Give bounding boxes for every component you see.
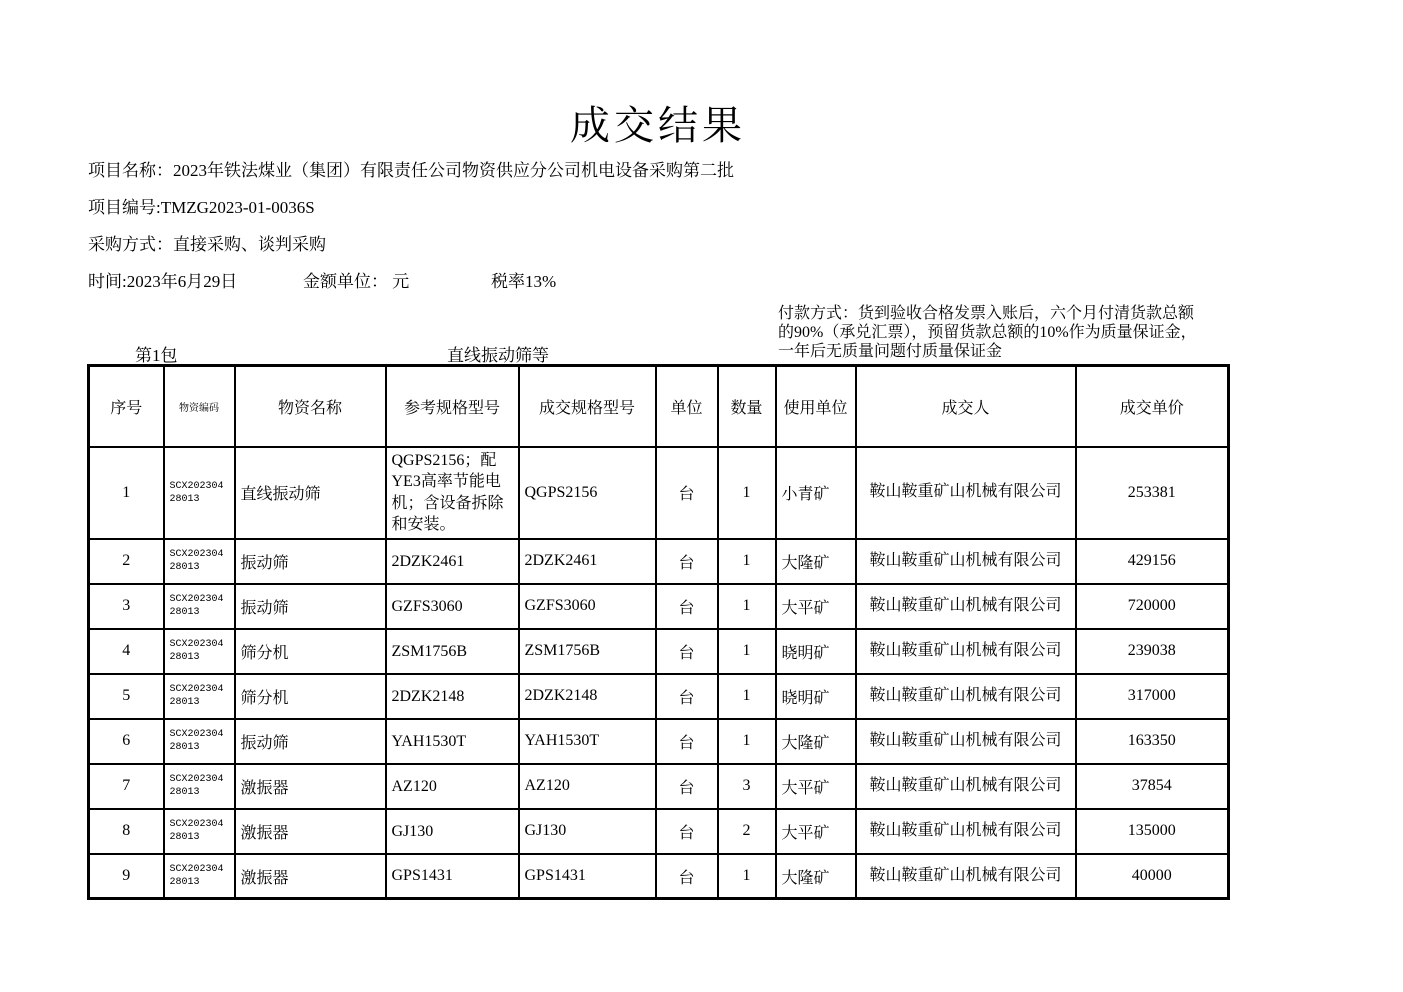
column-header-quantity: 数量 <box>718 366 776 447</box>
results-table <box>87 364 1230 900</box>
cell-unit: 台 <box>656 539 718 584</box>
cell-quantity: 1 <box>718 629 776 674</box>
cell-seq: 7 <box>89 764 164 809</box>
table-header-row <box>89 366 1229 447</box>
cell-quantity: 1 <box>718 539 776 584</box>
cell-ref-spec-model: 2DZK2148 <box>386 674 519 719</box>
table-row <box>89 854 1229 899</box>
cell-seq: 8 <box>89 809 164 854</box>
cell-winner: 鞍山鞍重矿山机械有限公司 <box>856 764 1076 809</box>
cell-deal-spec-model: ZSM1756B <box>519 629 656 674</box>
cell-ref-spec-model: GJ130 <box>386 809 519 854</box>
cell-winner: 鞍山鞍重矿山机械有限公司 <box>856 629 1076 674</box>
cell-winner: 鞍山鞍重矿山机械有限公司 <box>856 719 1076 764</box>
cell-unit-price: 135000 <box>1076 809 1229 854</box>
cell-deal-spec-model: QGPS2156 <box>519 447 656 539</box>
cell-material-code: SCX20230428013 <box>164 447 235 539</box>
column-header-seq: 序号 <box>89 366 164 447</box>
column-header-winner: 成交人 <box>856 366 1076 447</box>
cell-user-unit: 晓明矿 <box>776 674 856 719</box>
cell-unit-price: 163350 <box>1076 719 1229 764</box>
cell-material-name: 振动筛 <box>235 584 386 629</box>
cell-unit-price: 253381 <box>1076 447 1229 539</box>
date-text: 时间:2023年6月29日 <box>88 272 238 291</box>
column-header-deal-spec-model: 成交规格型号 <box>519 366 656 447</box>
cell-user-unit: 大平矿 <box>776 764 856 809</box>
cell-material-code: SCX20230428013 <box>164 764 235 809</box>
cell-seq: 4 <box>89 629 164 674</box>
cell-seq: 5 <box>89 674 164 719</box>
cell-unit: 台 <box>656 854 718 899</box>
cell-unit-price: 317000 <box>1076 674 1229 719</box>
cell-unit-price: 720000 <box>1076 584 1229 629</box>
cell-quantity: 3 <box>718 764 776 809</box>
cell-ref-spec-model: AZ120 <box>386 764 519 809</box>
cell-winner: 鞍山鞍重矿山机械有限公司 <box>856 809 1076 854</box>
payment-terms <box>778 304 1248 361</box>
cell-user-unit: 大平矿 <box>776 584 856 629</box>
cell-unit: 台 <box>656 809 718 854</box>
cell-material-name: 直线振动筛 <box>235 447 386 539</box>
cell-seq: 6 <box>89 719 164 764</box>
cell-material-name: 激振器 <box>235 764 386 809</box>
table-row <box>89 764 1229 809</box>
cell-deal-spec-model: GZFS3060 <box>519 584 656 629</box>
cell-winner: 鞍山鞍重矿山机械有限公司 <box>856 674 1076 719</box>
page-title: 成交结果 <box>570 103 746 148</box>
cell-deal-spec-model: 2DZK2148 <box>519 674 656 719</box>
cell-unit: 台 <box>656 674 718 719</box>
meta-line <box>88 267 708 289</box>
column-header-material-name: 物资名称 <box>235 366 386 447</box>
cell-user-unit: 晓明矿 <box>776 629 856 674</box>
cell-unit-price: 40000 <box>1076 854 1229 899</box>
cell-user-unit: 大隆矿 <box>776 854 856 899</box>
cell-material-code: SCX20230428013 <box>164 629 235 674</box>
cell-quantity: 1 <box>718 854 776 899</box>
table-row <box>89 629 1229 674</box>
cell-material-code: SCX20230428013 <box>164 809 235 854</box>
column-header-unit: 单位 <box>656 366 718 447</box>
project-name-line: 项目名称：2023年铁法煤业（集团）有限责任公司物资供应分公司机电设备采购第二批 <box>88 161 734 180</box>
cell-deal-spec-model: AZ120 <box>519 764 656 809</box>
cell-material-name: 激振器 <box>235 809 386 854</box>
cell-ref-spec-model: ZSM1756B <box>386 629 519 674</box>
column-header-material-code: 物资编码 <box>164 366 235 447</box>
cell-ref-spec-model: GZFS3060 <box>386 584 519 629</box>
table-row <box>89 809 1229 854</box>
cell-material-name: 振动筛 <box>235 539 386 584</box>
cell-quantity: 1 <box>718 447 776 539</box>
cell-unit: 台 <box>656 764 718 809</box>
cell-material-name: 激振器 <box>235 854 386 899</box>
cell-seq: 3 <box>89 584 164 629</box>
cell-material-name: 筛分机 <box>235 629 386 674</box>
cell-unit: 台 <box>656 447 718 539</box>
cell-ref-spec-model: YAH1530T <box>386 719 519 764</box>
tax-rate-text: 税率13% <box>491 272 557 291</box>
column-header-user-unit: 使用单位 <box>776 366 856 447</box>
cell-ref-spec-model: 2DZK2461 <box>386 539 519 584</box>
cell-material-code: SCX20230428013 <box>164 584 235 629</box>
cell-unit-price: 239038 <box>1076 629 1229 674</box>
cell-user-unit: 大平矿 <box>776 809 856 854</box>
column-header-unit-price: 成交单价 <box>1076 366 1229 447</box>
procurement-method-line: 采购方式：直接采购、谈判采购 <box>88 235 326 254</box>
cell-quantity: 2 <box>718 809 776 854</box>
cell-deal-spec-model: 2DZK2461 <box>519 539 656 584</box>
cell-unit-price: 429156 <box>1076 539 1229 584</box>
table-row <box>89 674 1229 719</box>
cell-unit: 台 <box>656 629 718 674</box>
cell-material-name: 筛分机 <box>235 674 386 719</box>
table-row <box>89 447 1229 539</box>
cell-unit-price: 37854 <box>1076 764 1229 809</box>
cell-user-unit: 小青矿 <box>776 447 856 539</box>
cell-seq: 2 <box>89 539 164 584</box>
cell-quantity: 1 <box>718 584 776 629</box>
cell-user-unit: 大隆矿 <box>776 539 856 584</box>
column-header-ref-spec-model: 参考规格型号 <box>386 366 519 447</box>
cell-ref-spec-model: GPS1431 <box>386 854 519 899</box>
cell-material-code: SCX20230428013 <box>164 854 235 899</box>
table-row <box>89 584 1229 629</box>
cell-winner: 鞍山鞍重矿山机械有限公司 <box>856 854 1076 899</box>
cell-material-name: 振动筛 <box>235 719 386 764</box>
table-row <box>89 539 1229 584</box>
package-name: 直线振动筛等 <box>447 346 549 365</box>
cell-winner: 鞍山鞍重矿山机械有限公司 <box>856 584 1076 629</box>
cell-winner: 鞍山鞍重矿山机械有限公司 <box>856 539 1076 584</box>
project-code-line: 项目编号:TMZG2023-01-0036S <box>88 198 315 217</box>
cell-deal-spec-model: GPS1431 <box>519 854 656 899</box>
cell-seq: 1 <box>89 447 164 539</box>
table-row <box>89 719 1229 764</box>
cell-seq: 9 <box>89 854 164 899</box>
cell-deal-spec-model: GJ130 <box>519 809 656 854</box>
payment-terms-line: 一年后无质量问题付质量保证金 <box>778 343 1003 360</box>
cell-ref-spec-model: QGPS2156；配YE3高率节能电机；含设备拆除和安装。 <box>386 447 519 539</box>
payment-terms-line: 的90%（承兑汇票），预留货款总额的10%作为质量保证金， <box>778 324 1197 341</box>
cell-unit: 台 <box>656 719 718 764</box>
cell-deal-spec-model: YAH1530T <box>519 719 656 764</box>
cell-quantity: 1 <box>718 719 776 764</box>
cell-material-code: SCX20230428013 <box>164 674 235 719</box>
cell-winner: 鞍山鞍重矿山机械有限公司 <box>856 447 1076 539</box>
cell-unit: 台 <box>656 584 718 629</box>
cell-material-code: SCX20230428013 <box>164 719 235 764</box>
cell-user-unit: 大隆矿 <box>776 719 856 764</box>
package-label: 第1包 <box>135 346 178 365</box>
amount-unit-text: 金额单位： 元 <box>303 272 410 291</box>
cell-quantity: 1 <box>718 674 776 719</box>
payment-terms-line: 付款方式：货到验收合格发票入账后，六个月付清货款总额 <box>778 305 1195 322</box>
cell-material-code: SCX20230428013 <box>164 539 235 584</box>
